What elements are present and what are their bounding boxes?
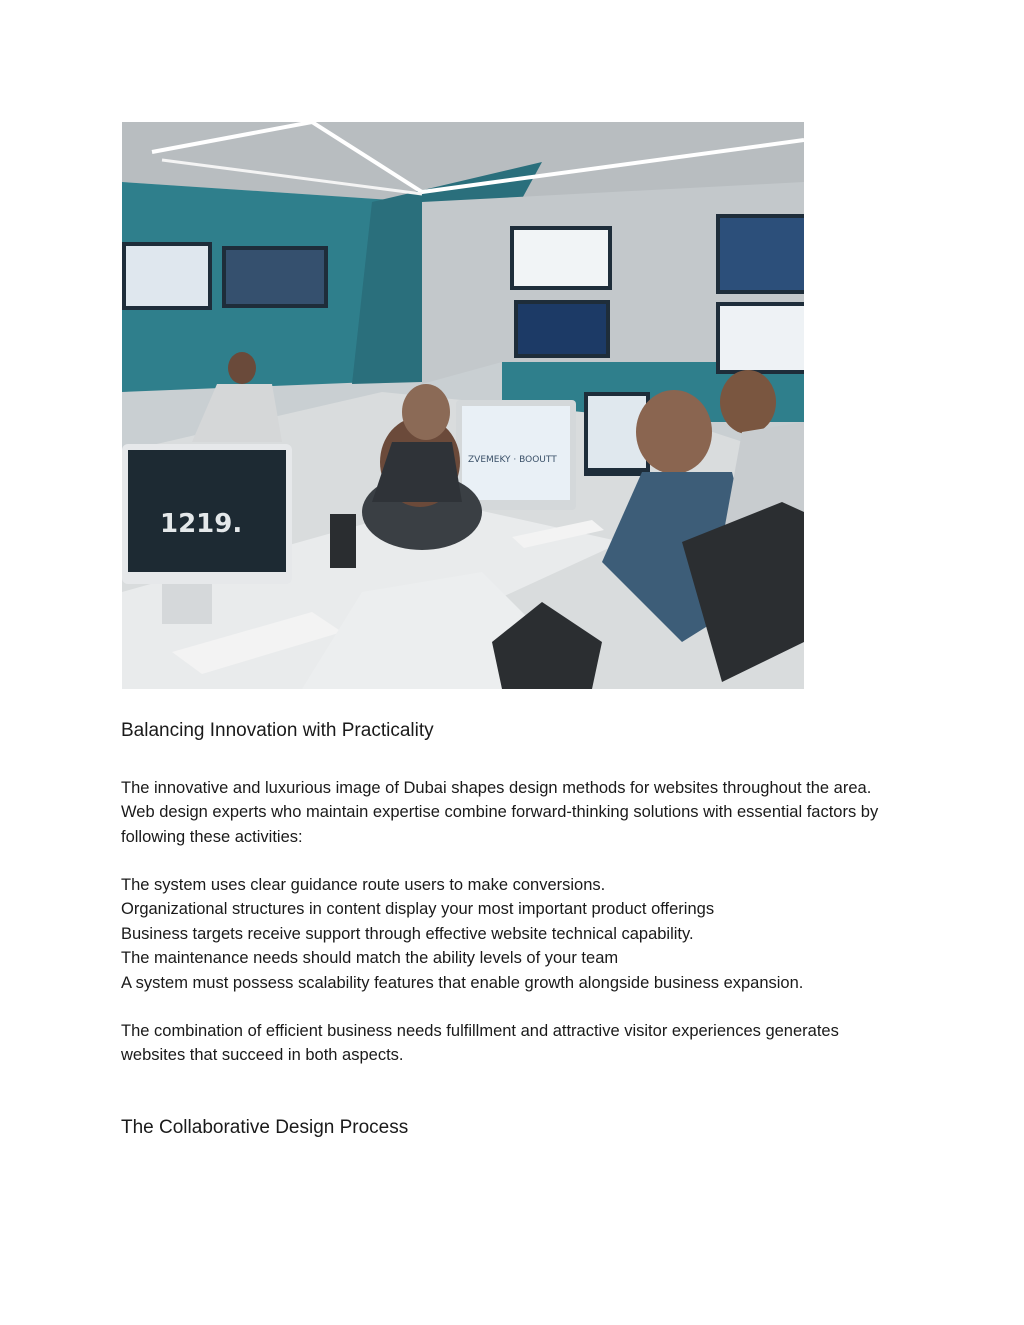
list-item: Business targets receive support through effective website technical capability. (121, 924, 694, 943)
activities-list (121, 873, 901, 995)
left-monitor-text: 1219. (160, 509, 243, 539)
office-scene-illustration (122, 122, 804, 689)
intro-paragraph: The innovative and luxurious image of Dubai shapes design methods for websites throughout the area. Web design experts who maintain expertise combine forward-thinking solutions with essential factors by following these activities: (121, 779, 879, 846)
section-heading-collaborative: The Collaborative Design Process (121, 1117, 409, 1138)
list-item: A system must possess scalability features that enable growth alongside business expansion. (121, 973, 804, 992)
office-team-photo (122, 122, 804, 689)
conclusion-paragraph: The combination of efficient business needs fulfillment and attractive visitor experiences generates websites that succeed in both aspects. (121, 1022, 839, 1065)
list-item: The system uses clear guidance route users to make conversions. (121, 876, 606, 894)
list-item: The maintenance needs should match the ability levels of your team (121, 949, 619, 968)
section-heading-balancing: Balancing Innovation with Practicality (121, 720, 434, 741)
list-item: Organizational structures in content display your most important product offerings (121, 900, 715, 919)
center-monitor-text: ZVEMEKY · BOOUTT (468, 455, 557, 465)
